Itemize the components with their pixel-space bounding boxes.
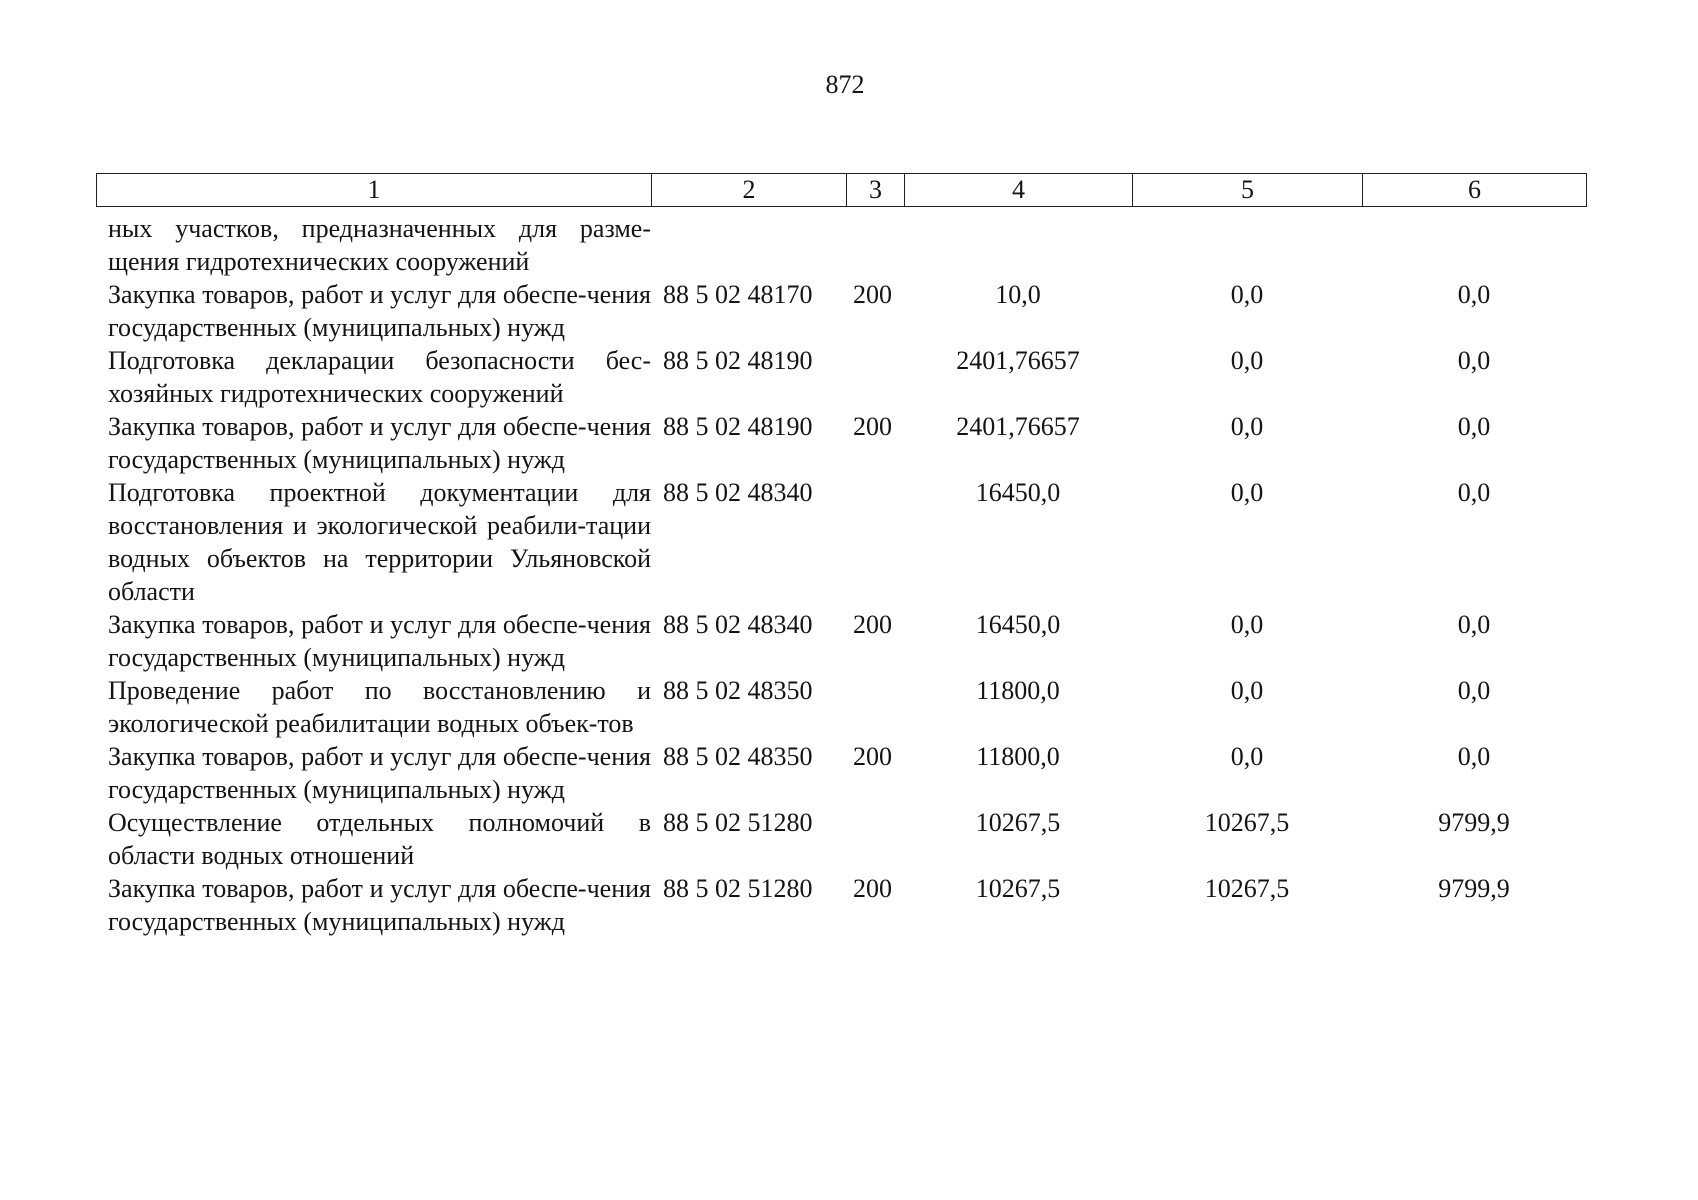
row-expense-type: 200 [853, 412, 892, 441]
row-value-col5: 0,0 [1230, 280, 1264, 309]
column-header-row [96, 173, 1587, 207]
table-row [96, 344, 1586, 410]
table-row [96, 278, 1586, 344]
row-value-col6: 9799,9 [1438, 808, 1510, 837]
row-expense-type: 200 [853, 742, 892, 771]
row-value-col4: 10267,5 [975, 808, 1061, 837]
row-expense-type: 200 [853, 874, 892, 903]
row-value-col4: 2401,76657 [956, 346, 1080, 375]
column-header-3: 3 [847, 174, 905, 207]
row-value-col4: 10,0 [995, 280, 1041, 309]
row-code: 88 5 02 48350 [663, 742, 813, 771]
row-expense-type [846, 344, 904, 410]
row-value-col6: 0,0 [1457, 610, 1491, 639]
row-value-col4: 11800,0 [976, 676, 1060, 705]
row-value-col5 [1132, 212, 1362, 278]
row-description: Закупка товаров, работ и услуг для обеспе-чения государственных (муниципальных) нужд [108, 874, 651, 936]
table-row [96, 872, 1586, 938]
row-description: Осуществление отдельных полномочий в области водных отношений [108, 808, 651, 870]
row-description: Проведение работ по восстановлению и экологической реабилитации водных объек-тов [108, 676, 651, 738]
row-description: Закупка товаров, работ и услуг для обеспе-чения государственных (муниципальных) нужд [108, 610, 651, 672]
column-header-1: 1 [97, 174, 652, 207]
row-value-col5: 0,0 [1230, 610, 1264, 639]
row-value-col6: 0,0 [1457, 412, 1491, 441]
table-row [96, 476, 1586, 608]
table-row [96, 410, 1586, 476]
row-value-col5: 10267,5 [1204, 808, 1290, 837]
row-expense-type [846, 476, 904, 608]
row-expense-type [846, 806, 904, 872]
page-number: 872 [825, 70, 865, 99]
column-header-5: 5 [1133, 174, 1363, 207]
budget-table-body [96, 212, 1586, 938]
row-description: ных участков, предназначенных для разме-щения гидротехнических сооружений [108, 214, 651, 276]
row-value-col5: 0,0 [1230, 346, 1264, 375]
row-code: 88 5 02 51280 [663, 808, 813, 837]
row-value-col5: 0,0 [1230, 412, 1264, 441]
row-value-col5: 0,0 [1230, 742, 1264, 771]
table-row [96, 740, 1586, 806]
row-value-col4: 10267,5 [975, 874, 1061, 903]
row-expense-type [846, 674, 904, 740]
row-expense-type [846, 212, 904, 278]
row-expense-type: 200 [853, 280, 892, 309]
row-description: Закупка товаров, работ и услуг для обеспе-чения государственных (муниципальных) нужд [108, 280, 651, 342]
row-value-col4: 11800,0 [976, 742, 1060, 771]
row-description: Подготовка декларации безопасности бес-хозяйных гидротехнических сооружений [108, 346, 651, 408]
row-code: 88 5 02 48340 [663, 478, 813, 507]
row-expense-type: 200 [853, 610, 892, 639]
row-value-col4: 2401,76657 [956, 412, 1080, 441]
row-value-col4 [904, 212, 1132, 278]
row-code: 88 5 02 48190 [663, 412, 813, 441]
column-header-6: 6 [1363, 174, 1587, 207]
row-value-col5: 10267,5 [1204, 874, 1290, 903]
table-row [96, 608, 1586, 674]
row-value-col6: 0,0 [1457, 676, 1491, 705]
row-value-col4: 16450,0 [975, 610, 1061, 639]
table-row [96, 674, 1586, 740]
column-header-4: 4 [905, 174, 1133, 207]
row-code: 88 5 02 51280 [663, 874, 813, 903]
row-value-col5: 0,0 [1230, 676, 1264, 705]
row-code: 88 5 02 48170 [663, 280, 813, 309]
table-row [96, 212, 1586, 278]
row-value-col6 [1362, 212, 1586, 278]
row-description: Закупка товаров, работ и услуг для обеспе-чения государственных (муниципальных) нужд [108, 412, 651, 474]
column-header-2: 2 [652, 174, 847, 207]
row-code: 88 5 02 48190 [663, 346, 813, 375]
row-value-col4: 16450,0 [975, 478, 1061, 507]
row-value-col6: 0,0 [1457, 742, 1491, 771]
row-code [651, 212, 846, 278]
row-value-col6: 0,0 [1457, 478, 1491, 507]
row-code: 88 5 02 48350 [663, 676, 813, 705]
table-row [96, 806, 1586, 872]
row-value-col6: 0,0 [1457, 346, 1491, 375]
row-value-col5: 0,0 [1230, 478, 1264, 507]
row-description: Подготовка проектной документации для восстановления и экологической реабили-тации водных объектов на территории Ульяновской области [108, 478, 651, 606]
row-description: Закупка товаров, работ и услуг для обеспе-чения государственных (муниципальных) нужд [108, 742, 651, 804]
row-value-col6: 0,0 [1457, 280, 1491, 309]
row-value-col6: 9799,9 [1438, 874, 1510, 903]
row-code: 88 5 02 48340 [663, 610, 813, 639]
